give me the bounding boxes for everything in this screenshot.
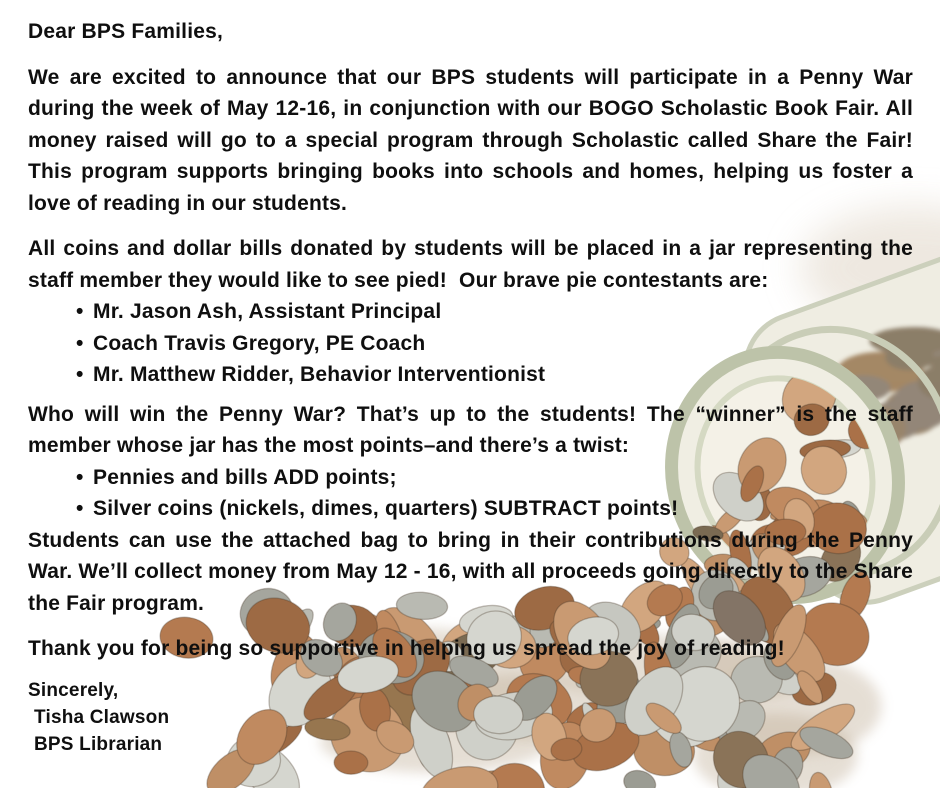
paragraph-thanks: Thank you for being so supportive in helping us spread the joy of reading! — [28, 637, 785, 660]
paragraph-collection: Students can use the attached bag to bring in their contributions during the Penny War. We’ll collect money from May 12 - 16, with all proceeds going directly to the Share the Fair program. — [28, 528, 913, 615]
signature-name: Tisha Clawson — [34, 706, 170, 728]
list-item-contestant: • Mr. Jason Ash, Assistant Principal — [76, 296, 913, 328]
paragraph-winner: Who will win the Penny War? That’s up to the students! The “winner” is the staff member whose jar has the most points–and there’s a twist: — [28, 402, 913, 457]
list-item-rule: • Pennies and bills ADD points; — [76, 462, 913, 494]
list-item-contestant: • Mr. Matthew Ridder, Behavior Interventionist — [76, 359, 913, 391]
rules-list — [28, 462, 913, 525]
paragraph-intro: We are excited to announce that our BPS students will participate in a Penny War during the week of May 12-16, in conjunction with our BOGO Scholastic Book Fair. All money raised will go to a special program through Scholastic called Share the Fair! This program supports bringing books into schools and homes, helping us foster a love of reading in our students. — [28, 65, 913, 215]
paragraph-jars: All coins and dollar bills donated by students will be placed in a jar representing the staff member they would like to see pied! Our brave pie contestants are: — [28, 237, 913, 292]
closing: Sincerely, — [28, 679, 119, 701]
signature-block — [28, 677, 913, 758]
salutation: Dear BPS Families, — [28, 20, 224, 43]
list-item-contestant: • Coach Travis Gregory, PE Coach — [76, 328, 913, 360]
list-item-rule: • Silver coins (nickels, dimes, quarters) SUBTRACT points! — [76, 493, 913, 525]
contestants-list — [28, 296, 913, 391]
signature-title: BPS Librarian — [34, 733, 163, 755]
